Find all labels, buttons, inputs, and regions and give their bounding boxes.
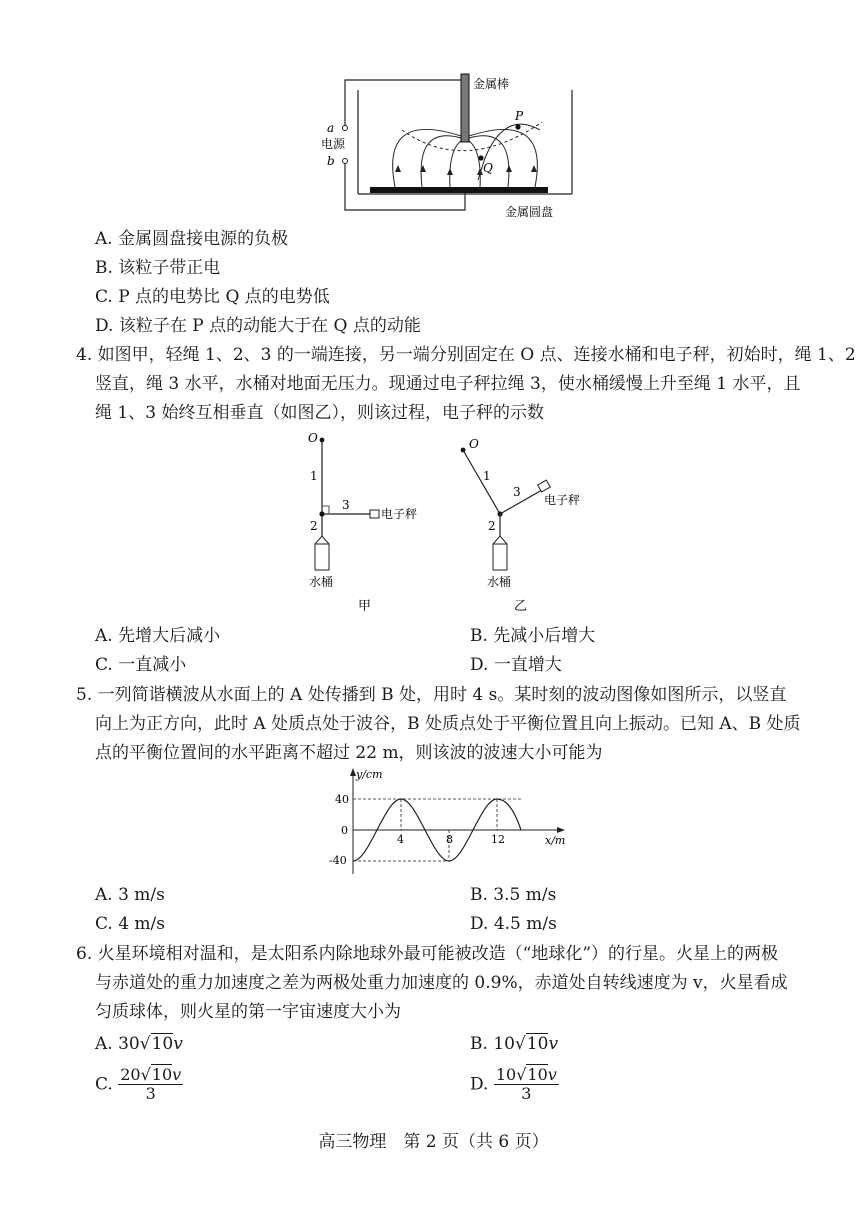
q5-option-d: D. 4.5 m/s [470, 914, 557, 934]
q6-d-label: D. [470, 1074, 489, 1095]
q6-b-label: B. [470, 1034, 488, 1054]
y-tick-neg40: -40 [329, 854, 347, 867]
q4-option-d: D. 一直增大 [470, 655, 562, 675]
label-scale-2: 电子秤 [544, 493, 581, 507]
q6-option-b [470, 1034, 558, 1054]
q4-option-c: C. 一直减小 [95, 655, 187, 675]
terminal-b-label: b [327, 154, 335, 168]
label-rope-3: 3 [342, 498, 350, 512]
label-yi: 乙 [514, 599, 528, 614]
q5-option-a: A. 3 m/s [95, 885, 165, 905]
q6-d-coef: 10 [495, 1065, 517, 1084]
x-tick-8: 8 [446, 833, 453, 846]
q3-option-c: C. P 点的电势比 Q 点的电势低 [95, 287, 330, 307]
circuit-wire [345, 80, 465, 127]
x-axis-label: x/m [545, 834, 566, 847]
x-tick-12: 12 [491, 833, 505, 846]
label-rope-3-2: 3 [513, 485, 521, 499]
q6-b-rad: 10 [526, 1034, 549, 1054]
q6-a-var: v [173, 1034, 183, 1054]
circuit-wire-lower [345, 163, 465, 210]
metal-rod [461, 74, 469, 142]
terminal-b-dot [343, 159, 348, 164]
label-jia: 甲 [358, 599, 372, 614]
label-rope-1-2: 1 [483, 469, 491, 483]
q6-c-label: C. [95, 1074, 113, 1095]
label-o-2: O [469, 437, 479, 451]
q5-option-b: B. 3.5 m/s [470, 885, 557, 905]
q6-c-rad: 10 [151, 1065, 173, 1084]
q6-a-coef: 30 [118, 1034, 140, 1054]
label-bucket: 水桶 [309, 575, 334, 589]
q6-b-coef: 10 [493, 1034, 515, 1054]
label-rope-2: 2 [310, 519, 318, 533]
label-o: O [308, 431, 318, 445]
figure-jia [290, 428, 440, 618]
q6-option-d [470, 1066, 559, 1103]
q4-option-a: A. 先增大后减小 [95, 626, 221, 646]
q6-d-rad: 10 [527, 1065, 548, 1084]
q5-text-3: 点的平衡位置间的水平距离不超过 22 m，则该波的波速大小可能为 [95, 743, 603, 763]
figure-yi [450, 428, 610, 618]
source-label-2: 源 [333, 137, 346, 151]
q6-option-c [95, 1066, 183, 1103]
q6-text-3: 匀质球体，则火星的第一宇宙速度大小为 [95, 1002, 401, 1022]
q6-d-var: v [547, 1065, 557, 1084]
q6-c-coef: 20 [120, 1065, 141, 1084]
q3-option-a: A. 金属圆盘接电源的负极 [95, 229, 289, 249]
equipotential-dashed [402, 122, 542, 151]
q3-option-d: D. 该粒子在 P 点的动能大于在 Q 点的动能 [95, 316, 421, 336]
label-scale: 电子秤 [381, 507, 418, 521]
sqrt-symbol: √10 [139, 1034, 174, 1054]
sqrt-symbol: √10 [516, 1065, 548, 1084]
y-axis-label: y/cm [356, 768, 383, 781]
label-rope-2-2: 2 [488, 519, 496, 533]
disk-label: 金属圆盘 [505, 205, 554, 219]
q4-text-3: 绳 1、3 始终互相垂直（如图乙），则该过程，电子秤的示数 [95, 403, 544, 423]
q6-b-var: v [548, 1034, 559, 1054]
bucket [315, 536, 329, 570]
q6-a-rad: 10 [151, 1034, 174, 1054]
q6-c-fraction [118, 1066, 183, 1103]
point-p-label: P [515, 109, 524, 123]
x-tick-4: 4 [397, 833, 404, 846]
sqrt-symbol: √10 [140, 1065, 173, 1084]
q4-text-1: 4. 如图甲，轻绳 1、2、3 的一端连接，另一端分别固定在 O 点、连接水桶和电子秤，初始时，绳 1、2 [76, 345, 856, 365]
y-tick-0: 0 [341, 824, 348, 837]
q4-option-b: B. 先减小后增大 [470, 626, 596, 646]
point-p-dot [515, 124, 520, 129]
wave-graph [325, 768, 575, 878]
q5-text-2: 向上为正方向，此时 A 处质点处于波谷，B 处质点处于平衡位置且向上振动。已知 A、B 处质 [95, 714, 801, 734]
sqrt-symbol: √10 [514, 1034, 549, 1054]
terminal-a-dot [343, 126, 348, 131]
q3-option-b: B. 该粒子带正电 [95, 258, 221, 278]
q6-c-den: 3 [145, 1084, 156, 1103]
bucket-2 [493, 536, 507, 570]
metal-disk [370, 187, 548, 193]
q5-option-c: C. 4 m/s [95, 914, 166, 934]
q6-d-den: 3 [521, 1084, 532, 1103]
point-q-dot [478, 155, 483, 160]
source-label-1: 电 [321, 137, 334, 151]
q4-text-2: 竖直，绳 3 水平，水桶对地面无压力。现通过电子秤拉绳 3，使水桶缓慢上升至绳 1 水平，且 [95, 374, 801, 394]
q6-text-1: 6. 火星环境相对温和，是太阳系内除地球外最可能被改造（“地球化”）的行星。火星上的两极 [76, 944, 779, 964]
q6-c-var: v [172, 1065, 182, 1084]
q6-a-label: A. [95, 1034, 113, 1054]
terminal-a-label: a [327, 121, 335, 135]
figure-electric-field [310, 70, 580, 222]
scale-box [370, 510, 379, 518]
y-tick-40: 40 [335, 793, 349, 806]
label-bucket-2: 水桶 [487, 575, 512, 589]
q6-text-2: 与赤道处的重力加速度之差为两极处重力加速度的 0.9%，赤道处自转线速度为 v，火星看成 [95, 973, 788, 993]
rod-label: 金属棒 [473, 77, 510, 91]
page-footer: 高三物理 第 2 页（共 6 页） [318, 1132, 549, 1152]
scale-box-2 [538, 480, 551, 492]
q6-option-a [95, 1034, 183, 1054]
q6-d-fraction [494, 1066, 559, 1103]
point-q-label: Q [483, 161, 493, 175]
q5-text-1: 5. 一列简谐横波从水面上的 A 处传播到 B 处，用时 4 s。某时刻的波动图像如图所示，以竖直 [76, 685, 787, 705]
label-rope-1: 1 [310, 469, 318, 483]
